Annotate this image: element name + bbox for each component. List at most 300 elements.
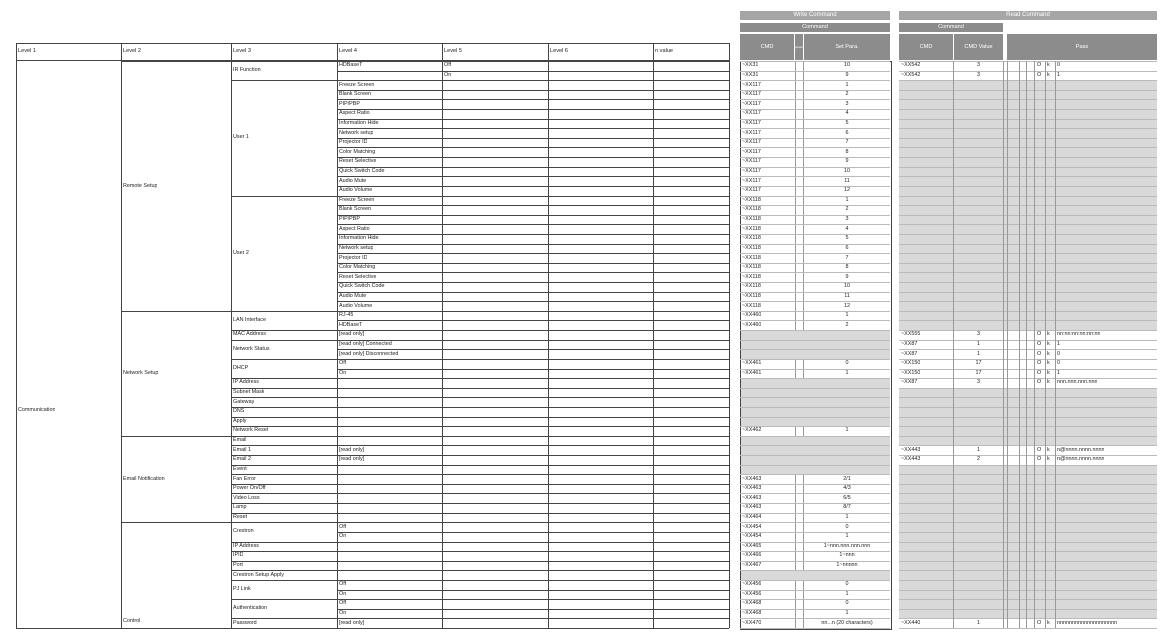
level3-label: IP Address <box>233 542 259 549</box>
level4-cell: Quick Switch Code <box>339 283 385 290</box>
write-para-cell: 4 <box>845 225 849 232</box>
row-line <box>337 138 729 139</box>
write-cmd-cell: ~XX454 <box>742 523 762 530</box>
write-cmd-cell: ~XX117 <box>742 187 761 194</box>
row-line <box>337 215 729 216</box>
read-row-line <box>899 205 1157 206</box>
read-value-cell: 3 <box>977 62 980 69</box>
header-top-line <box>16 43 729 44</box>
read-row-line <box>899 551 1157 552</box>
write-row-line <box>740 176 890 177</box>
read-row-line <box>899 455 1157 456</box>
level3-label: DHCP <box>233 365 249 372</box>
level-header: Level 5 <box>444 48 463 54</box>
row-line <box>337 340 729 341</box>
row-line <box>337 407 729 408</box>
read-pass-k: k <box>1047 379 1050 386</box>
read-pass-k: k <box>1047 331 1050 338</box>
row-line <box>337 186 729 187</box>
level3-boundary <box>231 561 337 562</box>
read-row-line <box>899 503 1157 504</box>
level4-cell: Reset Selective <box>339 158 377 165</box>
row-line <box>337 609 729 610</box>
level4-cell: Projector ID <box>339 139 368 146</box>
write-cmd-cell: ~XX117 <box>742 177 761 184</box>
read-row-line <box>899 465 1157 466</box>
level3-boundary <box>231 551 337 552</box>
row-line <box>337 551 729 552</box>
level-header: Level 2 <box>123 48 142 54</box>
write-row-line <box>740 244 890 245</box>
read-row-line <box>899 176 1157 177</box>
write-para-cell: 2 <box>845 321 849 328</box>
write-row-line <box>740 513 890 514</box>
level3-label: Network Status <box>233 345 270 352</box>
level4-cell: [read only] Disconnected <box>339 350 399 357</box>
read-row-line <box>899 445 1157 446</box>
read-row-line <box>899 417 1157 418</box>
read-pass-value: nn:nn:nn:nn:nn:nn <box>1057 331 1101 338</box>
row-line <box>337 61 729 62</box>
write-cmd-cell: ~XX468 <box>742 610 762 617</box>
write-space-header: space <box>795 34 803 60</box>
write-row-line <box>740 493 890 494</box>
write-para-cell: 3 <box>845 216 849 223</box>
read-pass-o: O <box>1037 446 1042 453</box>
row-line <box>337 455 729 456</box>
level2-label: Control <box>123 618 141 625</box>
read-col-line <box>1019 61 1020 628</box>
write-row-line <box>740 369 890 370</box>
write-row-line <box>740 388 890 389</box>
level4-cell: [read only] <box>339 619 365 626</box>
level2-label: Remote Setup <box>123 182 158 189</box>
write-row-line <box>740 253 890 254</box>
read-pass-k: k <box>1047 369 1050 376</box>
read-col-line <box>1055 61 1056 628</box>
write-cmd-cell: ~XX465 <box>742 542 762 549</box>
write-empty-row <box>741 417 890 427</box>
level4-cell: On <box>339 533 347 540</box>
write-para-cell: 2 <box>845 91 849 98</box>
read-cmd-cell: ~XX87 <box>901 350 918 357</box>
row-line <box>337 196 729 197</box>
read-pass-k: k <box>1047 350 1050 357</box>
column-line <box>442 43 443 628</box>
level3-label: Port <box>233 562 243 569</box>
level4-cell: Audio Mute <box>339 292 367 299</box>
read-filled-row <box>899 61 1157 71</box>
read-pass-o: O <box>1037 341 1042 347</box>
level4-cell: Off <box>339 360 347 367</box>
write-empty-row <box>741 455 890 465</box>
level3-label: LAN Interface <box>233 316 266 323</box>
write-row-line <box>740 474 890 475</box>
row-line <box>337 80 729 81</box>
write-cmd-cell: ~XX463 <box>742 494 762 501</box>
level3-boundary <box>231 196 337 197</box>
write-para-cell: 1~nnn.nnn.nnn.nnn <box>823 542 871 549</box>
read-row-line <box>899 378 1157 379</box>
level3-label: IPID <box>233 552 244 559</box>
write-row-line <box>740 542 890 543</box>
read-pass-k: k <box>1047 619 1050 626</box>
level4-cell: Off <box>339 600 347 607</box>
write-cmd-cell: ~XX454 <box>742 533 762 540</box>
level-header: Level 1 <box>18 48 37 54</box>
write-cmd-cell: ~XX468 <box>742 600 762 607</box>
write-cmd-cell: ~XX118 <box>742 302 761 309</box>
write-para-cell: 6 <box>845 244 849 251</box>
write-para-cell: 1~nnnnn <box>836 562 858 569</box>
row-line <box>337 426 729 427</box>
write-row-line <box>740 426 890 427</box>
level3-label: Authentication <box>233 605 268 612</box>
write-cmd-cell: ~XX117 <box>742 110 761 117</box>
read-row-line <box>899 215 1157 216</box>
row-line <box>337 580 729 581</box>
read-row-line <box>899 224 1157 225</box>
row-line <box>337 244 729 245</box>
row-line <box>337 167 729 168</box>
row-line <box>337 330 729 331</box>
level3-boundary <box>231 311 337 312</box>
write-row-line <box>740 119 890 120</box>
level3-label: Fan Error <box>233 475 256 482</box>
level4-cell: Aspect Ratio <box>339 225 370 232</box>
write-cmd-cell: ~XX118 <box>742 264 761 271</box>
level3-boundary <box>231 417 337 418</box>
level3-label: Subnet Mask <box>233 389 265 396</box>
write-row-line <box>740 224 890 225</box>
level3-boundary <box>231 80 337 81</box>
write-cmd-cell: ~XX118 <box>742 292 761 299</box>
read-pass-value: nnnnnnnnnnnnnnnnnnnn <box>1057 619 1117 626</box>
write-row-line <box>740 301 890 302</box>
level3-boundary <box>231 407 337 408</box>
write-cmd-header: CMD <box>740 34 794 60</box>
read-row-line <box>899 282 1157 283</box>
write-cmd-cell: ~XX117 <box>742 168 761 175</box>
level4-cell: Reset Selective <box>339 273 377 280</box>
write-para-cell: 12 <box>844 187 850 194</box>
write-para-cell: 2 <box>845 206 849 213</box>
row-line <box>337 272 729 273</box>
read-filled-row <box>899 71 1157 81</box>
write-para-cell: nn...n (20 characters) <box>821 619 873 626</box>
read-row-line <box>899 234 1157 235</box>
level4-cell: Blank Screen <box>339 206 372 213</box>
row-line <box>337 503 729 504</box>
level3-label: Email <box>233 437 247 444</box>
level4-cell: Quick Switch Code <box>339 168 385 175</box>
write-empty-row <box>741 570 890 580</box>
row-line <box>337 397 729 398</box>
read-row-line <box>899 196 1157 197</box>
write-row-line <box>740 618 890 619</box>
read-row-line <box>899 426 1157 427</box>
level3-boundary <box>231 436 337 437</box>
read-row-line <box>899 599 1157 600</box>
write-row-line <box>740 61 890 62</box>
write-cmd-cell: ~XX118 <box>742 206 761 213</box>
write-cmd-cell: ~XX117 <box>742 148 761 155</box>
row-line <box>337 570 729 571</box>
write-cmd-cell: ~XX118 <box>742 244 761 251</box>
level3-label: Reset <box>233 513 248 520</box>
row-line <box>337 263 729 264</box>
read-pass-o: O <box>1037 71 1042 78</box>
write-para-cell: 8/7 <box>843 504 851 511</box>
write-para-cell: 3 <box>845 100 849 107</box>
read-pass-o: O <box>1037 360 1042 367</box>
write-cmd-cell: ~XX462 <box>742 427 762 434</box>
read-value-cell: 3 <box>977 71 980 78</box>
level-header: n value <box>655 48 674 54</box>
row-line <box>337 618 729 619</box>
write-para-cell: 1 <box>845 196 849 203</box>
read-filled-row <box>899 349 1157 359</box>
level4-cell: On <box>339 590 347 597</box>
write-para-cell: 1 <box>845 312 849 319</box>
level4-cell: PIP/PBP <box>339 100 360 107</box>
read-pass-value: 0 <box>1057 360 1060 367</box>
read-command-subtitle: Command <box>899 23 1003 32</box>
level2-label: Email Notification <box>123 476 165 483</box>
row-line <box>337 147 729 148</box>
write-cmd-cell: ~XX118 <box>742 283 761 290</box>
read-value-cell: 17 <box>975 360 982 367</box>
level3-label: Gateway <box>233 398 255 405</box>
write-row-line <box>740 167 890 168</box>
write-cmd-cell: ~XX117 <box>742 81 761 88</box>
level4-cell: Blank Screen <box>339 91 372 98</box>
level-header: Level 4 <box>339 48 358 54</box>
read-col-line <box>1034 61 1035 628</box>
level3-label: Lamp <box>233 504 247 511</box>
level3-boundary <box>231 503 337 504</box>
write-cmd-cell: ~XX470 <box>742 619 762 626</box>
read-row-line <box>899 561 1157 562</box>
write-para-cell: 10 <box>844 168 850 175</box>
write-cmd-cell: ~XX464 <box>742 513 762 520</box>
write-para-cell: 1 <box>845 369 849 376</box>
level-header: Level 6 <box>550 48 569 54</box>
read-value-cell: 1 <box>977 446 980 453</box>
read-row-line <box>899 369 1157 370</box>
row-line <box>337 109 729 110</box>
write-para-cell: 7 <box>845 254 849 261</box>
read-row-line <box>899 109 1157 110</box>
row-line <box>337 301 729 302</box>
read-value-cell: 3 <box>977 331 980 338</box>
read-filled-row <box>899 445 1157 455</box>
row-line <box>337 224 729 225</box>
read-value-cell: 3 <box>977 379 980 386</box>
write-cmd-cell: ~XX461 <box>742 360 762 367</box>
write-cmd-cell: ~XX118 <box>742 254 761 261</box>
write-row-line <box>740 272 890 273</box>
write-row-line <box>740 522 890 523</box>
row-line <box>337 320 729 321</box>
write-command-title: Write Command <box>740 11 890 20</box>
write-cmd-cell: ~XX118 <box>742 225 761 232</box>
level3-label: Crestron <box>233 528 254 535</box>
read-row-line <box>899 474 1157 475</box>
read-pass-value: n@nnnn.nnnn.nnnn <box>1057 456 1105 463</box>
read-row-line <box>899 61 1157 62</box>
read-row-line <box>899 253 1157 254</box>
write-para-cell: 11 <box>844 177 850 184</box>
row-line <box>337 561 729 562</box>
write-para-cell: 1 <box>845 533 849 540</box>
write-para-cell: 7 <box>845 139 849 146</box>
level-header: Level 3 <box>233 48 252 54</box>
level4-cell: Projector ID <box>339 254 368 261</box>
write-row-line <box>740 609 890 610</box>
write-para-cell: 1 <box>845 513 849 520</box>
write-row-line <box>740 186 890 187</box>
write-row-line <box>740 397 890 398</box>
write-row-line <box>740 90 890 91</box>
level3-boundary <box>231 340 337 341</box>
level2-boundary <box>121 436 231 437</box>
read-row-line <box>899 349 1157 350</box>
level2-label: Network Setup <box>123 370 159 377</box>
write-para-cell: 9 <box>845 71 849 78</box>
level4-cell: Off <box>339 581 347 588</box>
read-cmd-cell: ~XX87 <box>901 379 918 386</box>
write-cmd-cell: ~XX460 <box>742 321 762 328</box>
write-row-line <box>740 561 890 562</box>
read-row-line <box>899 522 1157 523</box>
read-pass-value: n@nnnn.nnnn.nnnn <box>1057 446 1105 453</box>
read-cmd-header: CMD <box>899 34 953 60</box>
level5-cell: Off <box>444 62 452 69</box>
read-pass-k: k <box>1047 341 1050 347</box>
read-pass-o: O <box>1037 62 1042 69</box>
read-row-line <box>899 484 1157 485</box>
write-cmd-cell: ~XX118 <box>742 235 761 242</box>
write-row-line <box>740 465 890 466</box>
read-cmd-cell: ~XX440 <box>901 619 921 626</box>
write-empty-row <box>741 349 890 359</box>
column-line <box>337 43 338 628</box>
write-empty-row <box>741 388 890 398</box>
row-line <box>337 542 729 543</box>
write-row-line <box>740 455 890 456</box>
level4-cell: Aspect Ratio <box>339 110 370 117</box>
row-line <box>337 436 729 437</box>
write-empty-row <box>741 465 890 475</box>
read-row-line <box>899 119 1157 120</box>
row-line <box>337 417 729 418</box>
read-row-line <box>899 71 1157 72</box>
level4-cell: Network setup <box>339 244 374 251</box>
write-para-cell: 2/1 <box>843 475 851 482</box>
read-row-line <box>899 301 1157 302</box>
column-line <box>16 43 17 628</box>
level3-label: DNS <box>233 408 245 415</box>
level4-cell: RJ-45 <box>339 312 354 319</box>
level4-cell: HDBaseT <box>339 321 363 328</box>
level4-cell: [read only] <box>339 331 365 338</box>
write-row-line <box>740 80 890 81</box>
write-cmd-cell: ~XX460 <box>742 312 762 319</box>
write-para-cell: 10 <box>844 62 850 69</box>
read-row-line <box>899 542 1157 543</box>
read-row-line <box>899 436 1157 437</box>
row-line <box>337 71 729 72</box>
read-pass-header: Pass <box>1007 34 1157 60</box>
write-row-line <box>740 359 890 360</box>
write-row-line <box>740 138 890 139</box>
write-row-line <box>740 311 890 312</box>
level4-cell: Off <box>339 523 347 530</box>
row-line <box>337 253 729 254</box>
column-line <box>729 43 730 628</box>
row-line <box>337 292 729 293</box>
row-line <box>337 474 729 475</box>
read-filled-row <box>899 369 1157 379</box>
read-value-cell: 17 <box>975 369 982 376</box>
row-line <box>337 599 729 600</box>
write-para-cell: 11 <box>844 292 850 299</box>
read-pass-value: 0 <box>1057 350 1060 357</box>
level3-label: User 1 <box>233 134 249 141</box>
write-cmd-cell: ~XX456 <box>742 581 762 588</box>
read-col-line <box>1003 61 1004 628</box>
read-row-line <box>899 590 1157 591</box>
row-line <box>337 532 729 533</box>
write-row-line <box>740 234 890 235</box>
write-row-line <box>740 340 890 341</box>
column-line <box>548 43 549 628</box>
write-row-line <box>740 157 890 158</box>
level3-boundary <box>231 628 337 629</box>
write-cmd-cell: ~XX463 <box>742 485 762 492</box>
write-cmd-cell: ~XX117 <box>742 129 761 136</box>
level4-cell: Information Hide <box>339 235 379 242</box>
column-line <box>231 43 232 628</box>
level4-cell: On <box>339 610 347 617</box>
read-row-line <box>899 272 1157 273</box>
read-filled-row <box>899 359 1157 369</box>
write-row-line <box>740 503 890 504</box>
write-row-line <box>740 436 890 437</box>
row-line <box>337 369 729 370</box>
write-row-line <box>740 205 890 206</box>
level2-boundary <box>121 522 231 523</box>
write-row-line <box>740 147 890 148</box>
read-filled-row <box>899 340 1157 350</box>
write-cmd-cell: ~XX461 <box>742 369 762 376</box>
row-line <box>337 311 729 312</box>
write-para-header: Set Para. <box>804 34 890 60</box>
level3-boundary <box>231 465 337 466</box>
read-cmd-cell: ~XX150 <box>901 360 921 367</box>
write-row-line <box>740 320 890 321</box>
write-para-cell: 6/5 <box>843 494 851 501</box>
read-row-line <box>899 167 1157 168</box>
level3-label: Email 1 <box>233 446 251 453</box>
level3-label: User 2 <box>233 249 249 256</box>
level4-cell: Audio Volume <box>339 302 373 309</box>
write-row-line <box>740 580 890 581</box>
read-filled-row <box>899 618 1157 628</box>
read-row-line <box>899 99 1157 100</box>
level4-cell: [read only] Connected <box>339 341 392 347</box>
